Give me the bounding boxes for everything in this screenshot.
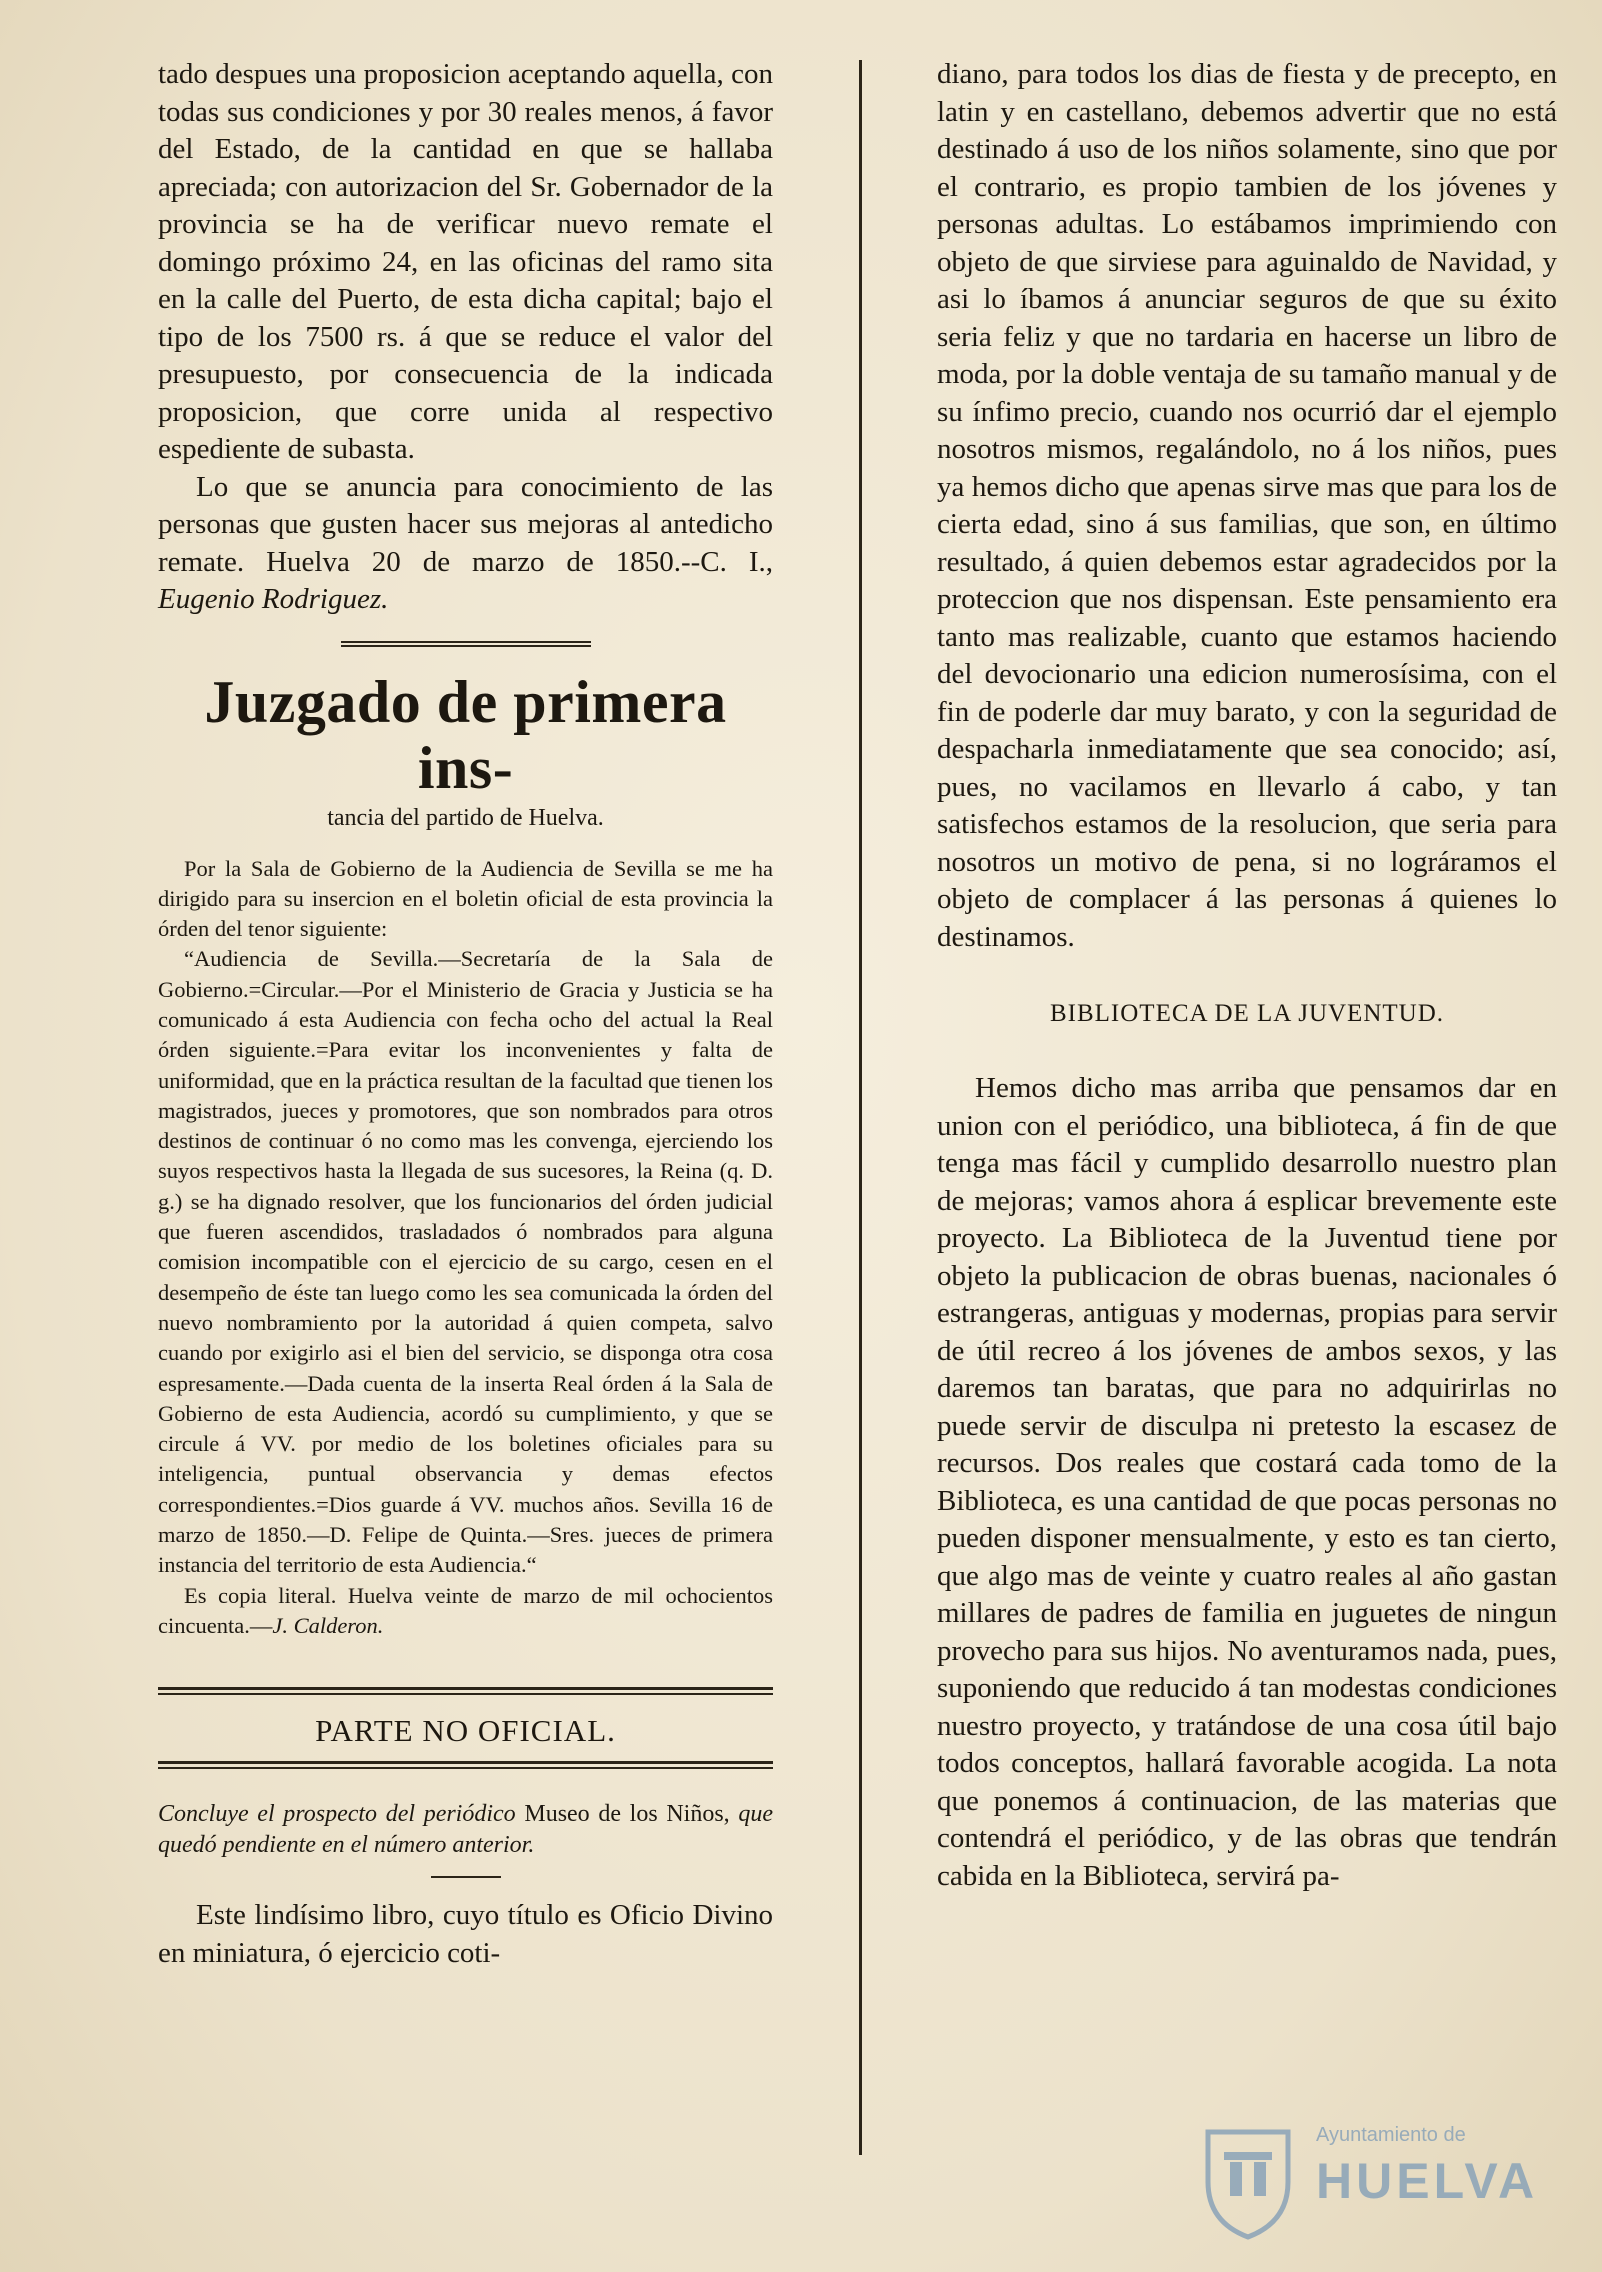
royal-order-paragraph: “Audiencia de Sevilla.—Secretaría de la Sala de Gobierno.=Circular.—Por el Ministerio de Gracia y Justicia se ha comunicado á esta Audiencia con fecha ocho del actual la Real órden siguiente.=Para evitar los inconvenientes y falta de uniformidad, que en la práctica resultan de la facultad que tienen los magistrados, jueces y promotores, que son nombrados para otros destinos de continuar ó no como mas les convenga, ejerciendo los suyos respectivos hasta la llegada de sus sucesores, la Reina (q. D. g.) se ha dignado resolver, que los funcionarios del órden judicial que fueren ascendidos, trasladados ó nombrados para alguna comision incompatible con el ejercicio de su cargo, cesen en el desempeño de éste tan luego como les sea comunicada la órden del nuevo nombramiento por la autoridad á quien competa, salvo cuando por exigirlo asi el bien del servicio, se disponga otra cosa espresamente.—Dada cuenta de la inserta Real órden á la Sala de Gobierno de esta Audiencia, acordó su cumplimiento, y que se circule á VV. por medio de los boletines oficiales para su inteligencia, puntual observancia y demas efectos correspondientes.=Dios guarde á VV. muchos años. Sevilla 16 de marzo de 1850.—D. Felipe de Quinta.—Sres. jueces de primera instancia del territorio de esta Audiencia.“ [158, 946, 773, 1578]
note-part-1: Concluye el prospecto del periódico [158, 1801, 516, 1828]
column-divider [859, 60, 862, 2155]
note-part-3: que quedó pendiente en el número anterior. [158, 1801, 774, 1859]
court-intro-paragraph: Por la Sala de Gobierno de la Audiencia de Sevilla se me ha dirigido para su insercion en el boletin oficial de esta provincia la órden del tenor siguiente: [158, 855, 773, 942]
library-subtitle: BIBLIOTECA DE LA JUVENTUD. [1049, 1000, 1445, 1027]
signature-rodriguez: Eugenio Rodriguez. [158, 583, 389, 615]
watermark-line-1: Ayuntamiento de [1316, 2124, 1466, 2146]
watermark-line-2: HUELVA [1316, 2153, 1539, 2209]
thin-rule [431, 1875, 501, 1879]
certification-paragraph [158, 1581, 773, 1642]
announcement-paragraph [158, 469, 773, 619]
short-ornamental-rule [341, 639, 591, 649]
right-column [937, 56, 1557, 1895]
archive-watermark [1198, 2122, 1538, 2252]
court-subheading: tancia del partido de Huelva. [327, 804, 604, 831]
book-description-paragraph: Este lindísimo libro, cuyo título es Oficio Divino en miniatura, ó ejercicio coti- [158, 1899, 773, 1969]
signature-calderon: J. Calderon. [272, 1612, 384, 1638]
court-heading: Juzgado de primera ins- [204, 668, 727, 801]
auction-notice-paragraph: tado despues una proposicion aceptando aquella, con todas sus condiciones y por 30 reales menos, á favor del Estado, de la cantidad en que se hallaba apreciada; con autorizacion del Sr. Gobernador de la provincia se ha de verificar nuevo remate el domingo próximo 24, en las oficinas del ramo sita en la calle del Puerto, de esta dicha capital; bajo el tipo de los 7500 rs. á que se reduce el valor del presupuesto, por consecuencia de la indicada proposicion, que corre unida al respectivo espediente de subasta. [158, 58, 773, 465]
certification-text: Es copia literal. Huelva veinte de marzo de mil ochocientos cincuenta.— [158, 1582, 773, 1638]
double-rule-top [158, 1685, 773, 1699]
announcement-text: Lo que se anuncia para conocimiento de las personas que gusten hacer sus mejoras al antedicho remate. Huelva 20 de marzo de 1850.--C. I., [158, 470, 773, 578]
non-official-section-title: PARTE NO OFICIAL. [315, 1713, 616, 1749]
left-column [158, 56, 773, 1972]
library-description-paragraph: Hemos dicho mas arriba que pensamos dar en union con el periódico, una biblioteca, á fin de que tenga mas fácil y cumplido desarrollo nuestro plan de mejoras; vamos ahora á esplicar brevemente este proyecto. La Biblioteca de la Juventud tiene por objeto la publicacion de obras buenas, nacionales ó estrangeras, antiguas y modernas, propias para servir de útil recreo á los jóvenes de ambos sexos, y las daremos tan baratas, que para no adquirirlas no puede servir de disculpa ni pretesto la escasez de recursos. Dos reales que costará cada tomo de la Biblioteca, es una cantidad de que pocas personas no pueden disponer mensualmente, y esto es tan cierto, que algo mas de veinte y cuatro reales al año gastan millares de padres de familia en juguetes de ningun provecho para sus hijos. No aventuramos nada, pues, suponiendo que reducido á tan modestas condiciones nuestro proyecto, y tratándose de una cosa útil bajo todos conceptos, hallará favorable acogida. La nota que ponemos á continuacion, de las materias que contendrá el periódico, y de las obras que tendrán cabida en la Biblioteca, servirá pa- [937, 1072, 1557, 1892]
devotional-book-paragraph: diano, para todos los dias de fiesta y de precepto, en latin y en castellano, debemos advertir que no está destinado á uso de los niños solamente, sino que por el contrario, es propio tambien de los jóvenes y personas adultas. Lo estábamos imprimiendo con objeto de que sirviese para aguinaldo de Navidad, y asi lo íbamos á anunciar seguros de que su éxito seria feliz y que no tardaria en hacerse un libro de moda, por la doble ventaja de su tamaño manual y de su ínfimo precio, cuando nos ocurrió dar el ejemplo nosotros mismos, regalándolo, no á los niños, pues ya hemos dicho que apenas sirve mas que para los de cierta edad, sino á sus familias, que son, en último resultado, á quien debemos estar agradecidos por la proteccion que nos dispensan. Este pensamiento era tanto mas realizable, cuanto que estamos haciendo del devocionario una edicion numerosísima, con el fin de poderle dar muy barato, y con la seguridad de despacharla inmediatamente que sea conocido; así, pues, no vacilamos en llevarlo á cabo, y tan satisfechos estamos de la resolucion, que seria para nosotros un motivo de pena, si no lográramos el objeto de complacer á las personas á quienes lo destinamos. [937, 58, 1557, 953]
note-part-2: Museo de los Niños, [515, 1801, 739, 1828]
double-rule-bottom [158, 1759, 773, 1773]
prospectus-note [158, 1799, 773, 1861]
coat-of-arms-icon [1198, 2122, 1298, 2242]
